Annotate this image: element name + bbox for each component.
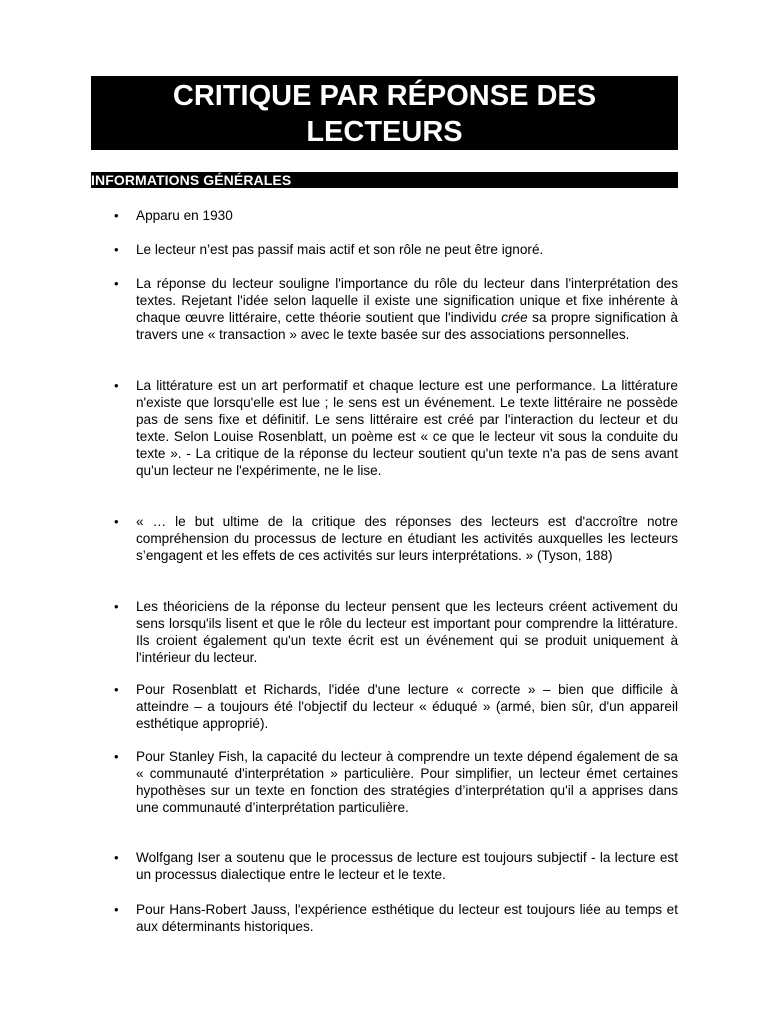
section-heading: INFORMATIONS GÉNÉRALES: [91, 172, 678, 188]
list-item: [114, 901, 678, 935]
bullet-icon: •: [114, 902, 119, 917]
list-item-text: Wolfgang Iser a soutenu que le processus de lecture est toujours subjectif - la lecture est un processus dialectique entre le lecteur et le texte.: [136, 850, 678, 882]
title-line-1: CRITIQUE PAR RÉPONSE DES: [172, 80, 597, 112]
list-item-text: [136, 275, 678, 343]
list-item-text-part: La réponse du lecteur souligne l'importance du rôle du lecteur dans l'interprétation des textes. Rejetant l'idée selon laquelle il existe une signification unique et fixe inhérente à chaque œuvre littéraire, cette théorie soutient que l'individu: [136, 276, 678, 325]
list-item: [114, 207, 678, 224]
list-item-text: Pour Rosenblatt et Richards, l'idée d'une lecture « correcte » – bien que difficile à atteindre – a toujours été l'objectif du lecteur « éduqué » (armé, bien sûr, d'un appareil esthétique approprié).: [136, 682, 678, 731]
list-item: [114, 598, 678, 666]
bullet-icon: •: [114, 682, 119, 697]
bullet-icon: •: [114, 276, 119, 291]
list-item: [114, 377, 678, 479]
list-item: [114, 849, 678, 883]
list-item: [114, 513, 678, 564]
title-line-2: LECTEURS: [306, 116, 463, 148]
list-item-text: Apparu en 1930: [136, 208, 233, 223]
bullet-icon: •: [114, 749, 119, 764]
list-item: [114, 275, 678, 343]
list-item-text: Les théoriciens de la réponse du lecteur pensent que les lecteurs créent activement du sens lorsqu'ils lisent et que le rôle du lecteur est important pour comprendre la littérature. Ils croient également qu'un texte écrit est un événement qui se produit uniquement à l'intérieur du lecteur.: [136, 599, 678, 665]
bullet-icon: •: [114, 208, 119, 223]
document-title: [91, 76, 678, 150]
list-item: [114, 748, 678, 816]
list-item-text: La littérature est un art performatif et chaque lecture est une performance. La littérature n'existe que lorsqu'elle est lue ; le sens est un événement. Le texte littéraire ne possède pas de sens fixe et définitif. Le sens littéraire est créé par l'interaction du lecteur et du texte. Selon Louise Rosenblatt, un poème est « ce que le lecteur vit sous la conduite du texte ». - La critique de la réponse du lecteur soutient qu'un texte n'a pas de sens avant qu'un lecteur ne l'expérimente, ne le lise.: [136, 378, 678, 478]
bullet-icon: •: [114, 242, 119, 257]
list-item-text: Le lecteur n’est pas passif mais actif et son rôle ne peut être ignoré.: [136, 242, 544, 257]
list-item-text-part: sa propre signification à travers une « transaction » avec le texte basée sur des associations personnelles.: [136, 310, 678, 342]
list-item: [114, 681, 678, 732]
bullet-icon: •: [114, 378, 119, 393]
list-item-text: Pour Hans-Robert Jauss, l'expérience esthétique du lecteur est toujours liée au temps et aux déterminants historiques.: [136, 902, 678, 934]
bullet-icon: •: [114, 850, 119, 865]
list-item-text: Pour Stanley Fish, la capacité du lecteur à comprendre un texte dépend également de sa « communauté d'interprétation » particulière. Pour simplifier, un lecteur émet certaines hypothèses sur un texte en fonction des stratégies d’interprétation qu'il a apprises dans une communauté d’interprétation particulière.: [136, 749, 678, 815]
bullet-icon: •: [114, 514, 119, 529]
list-item-emphasis: crée: [501, 310, 528, 325]
list-item: [114, 241, 678, 258]
bullet-icon: •: [114, 599, 119, 614]
list-item-text: « … le but ultime de la critique des réponses des lecteurs est d'accroître notre compréhension du processus de lecture en étudiant les activités auxquelles les lecteurs s’engagent et les effets de ces activités sur leurs interprétations. » (Tyson, 188): [136, 514, 678, 563]
